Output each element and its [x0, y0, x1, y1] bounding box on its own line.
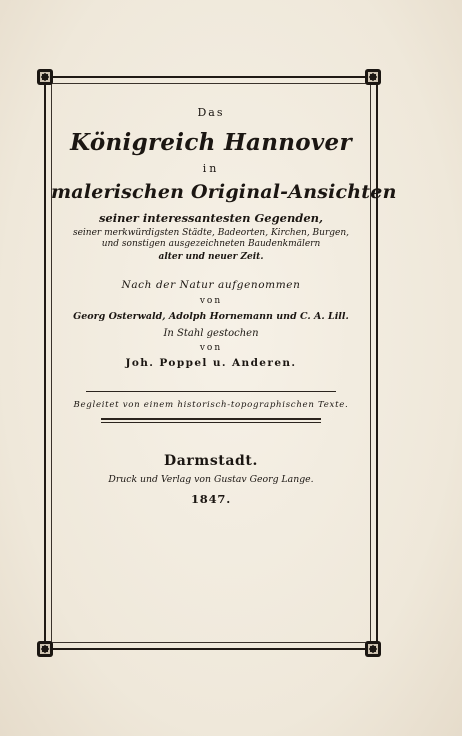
rule-divider-bottom: [101, 418, 321, 423]
corner-ornament-icon: [37, 69, 53, 85]
description-line-2: seiner merkwürdigsten Städte, Badeorten, Kirchen, Burgen,: [72, 228, 349, 238]
description-line-4: alter und neuer Zeit.: [158, 252, 264, 262]
engraving-line: In Stahl gestochen: [163, 328, 259, 339]
article-das: Das: [197, 106, 225, 119]
description-line-1: seiner interessantesten Gegenden,: [98, 211, 324, 225]
von-line-1: von: [199, 296, 223, 306]
publication-year: 1847.: [190, 492, 231, 506]
description-line-3: und sonstigen ausgezeichneten Baudenkmälern: [101, 239, 321, 249]
artists-line: Georg Osterwald, Adolph Hornemann und C. A. Lill.: [73, 311, 349, 322]
preposition-in: in: [202, 162, 220, 175]
main-title: Königreich Hannover: [70, 129, 352, 156]
title-content: [51, 100, 397, 506]
engravers-line: Joh. Poppel u. Anderen.: [125, 357, 297, 369]
corner-ornament-icon: [365, 641, 381, 657]
von-line-2: von: [199, 343, 223, 353]
accompanied-text-line: Begleitet von einem historisch-topographischen Texte.: [73, 400, 349, 410]
rule-divider-top: [86, 391, 336, 392]
publisher-imprint: Druck und Verlag von Gustav Georg Lange.: [108, 474, 314, 485]
city-imprint: Darmstadt.: [164, 453, 258, 469]
corner-ornament-icon: [365, 69, 381, 85]
corner-ornament-icon: [37, 641, 53, 657]
subtitle: malerischen Original-Ansichten: [51, 181, 397, 203]
natur-line: Nach der Natur aufgenommen: [121, 279, 301, 291]
